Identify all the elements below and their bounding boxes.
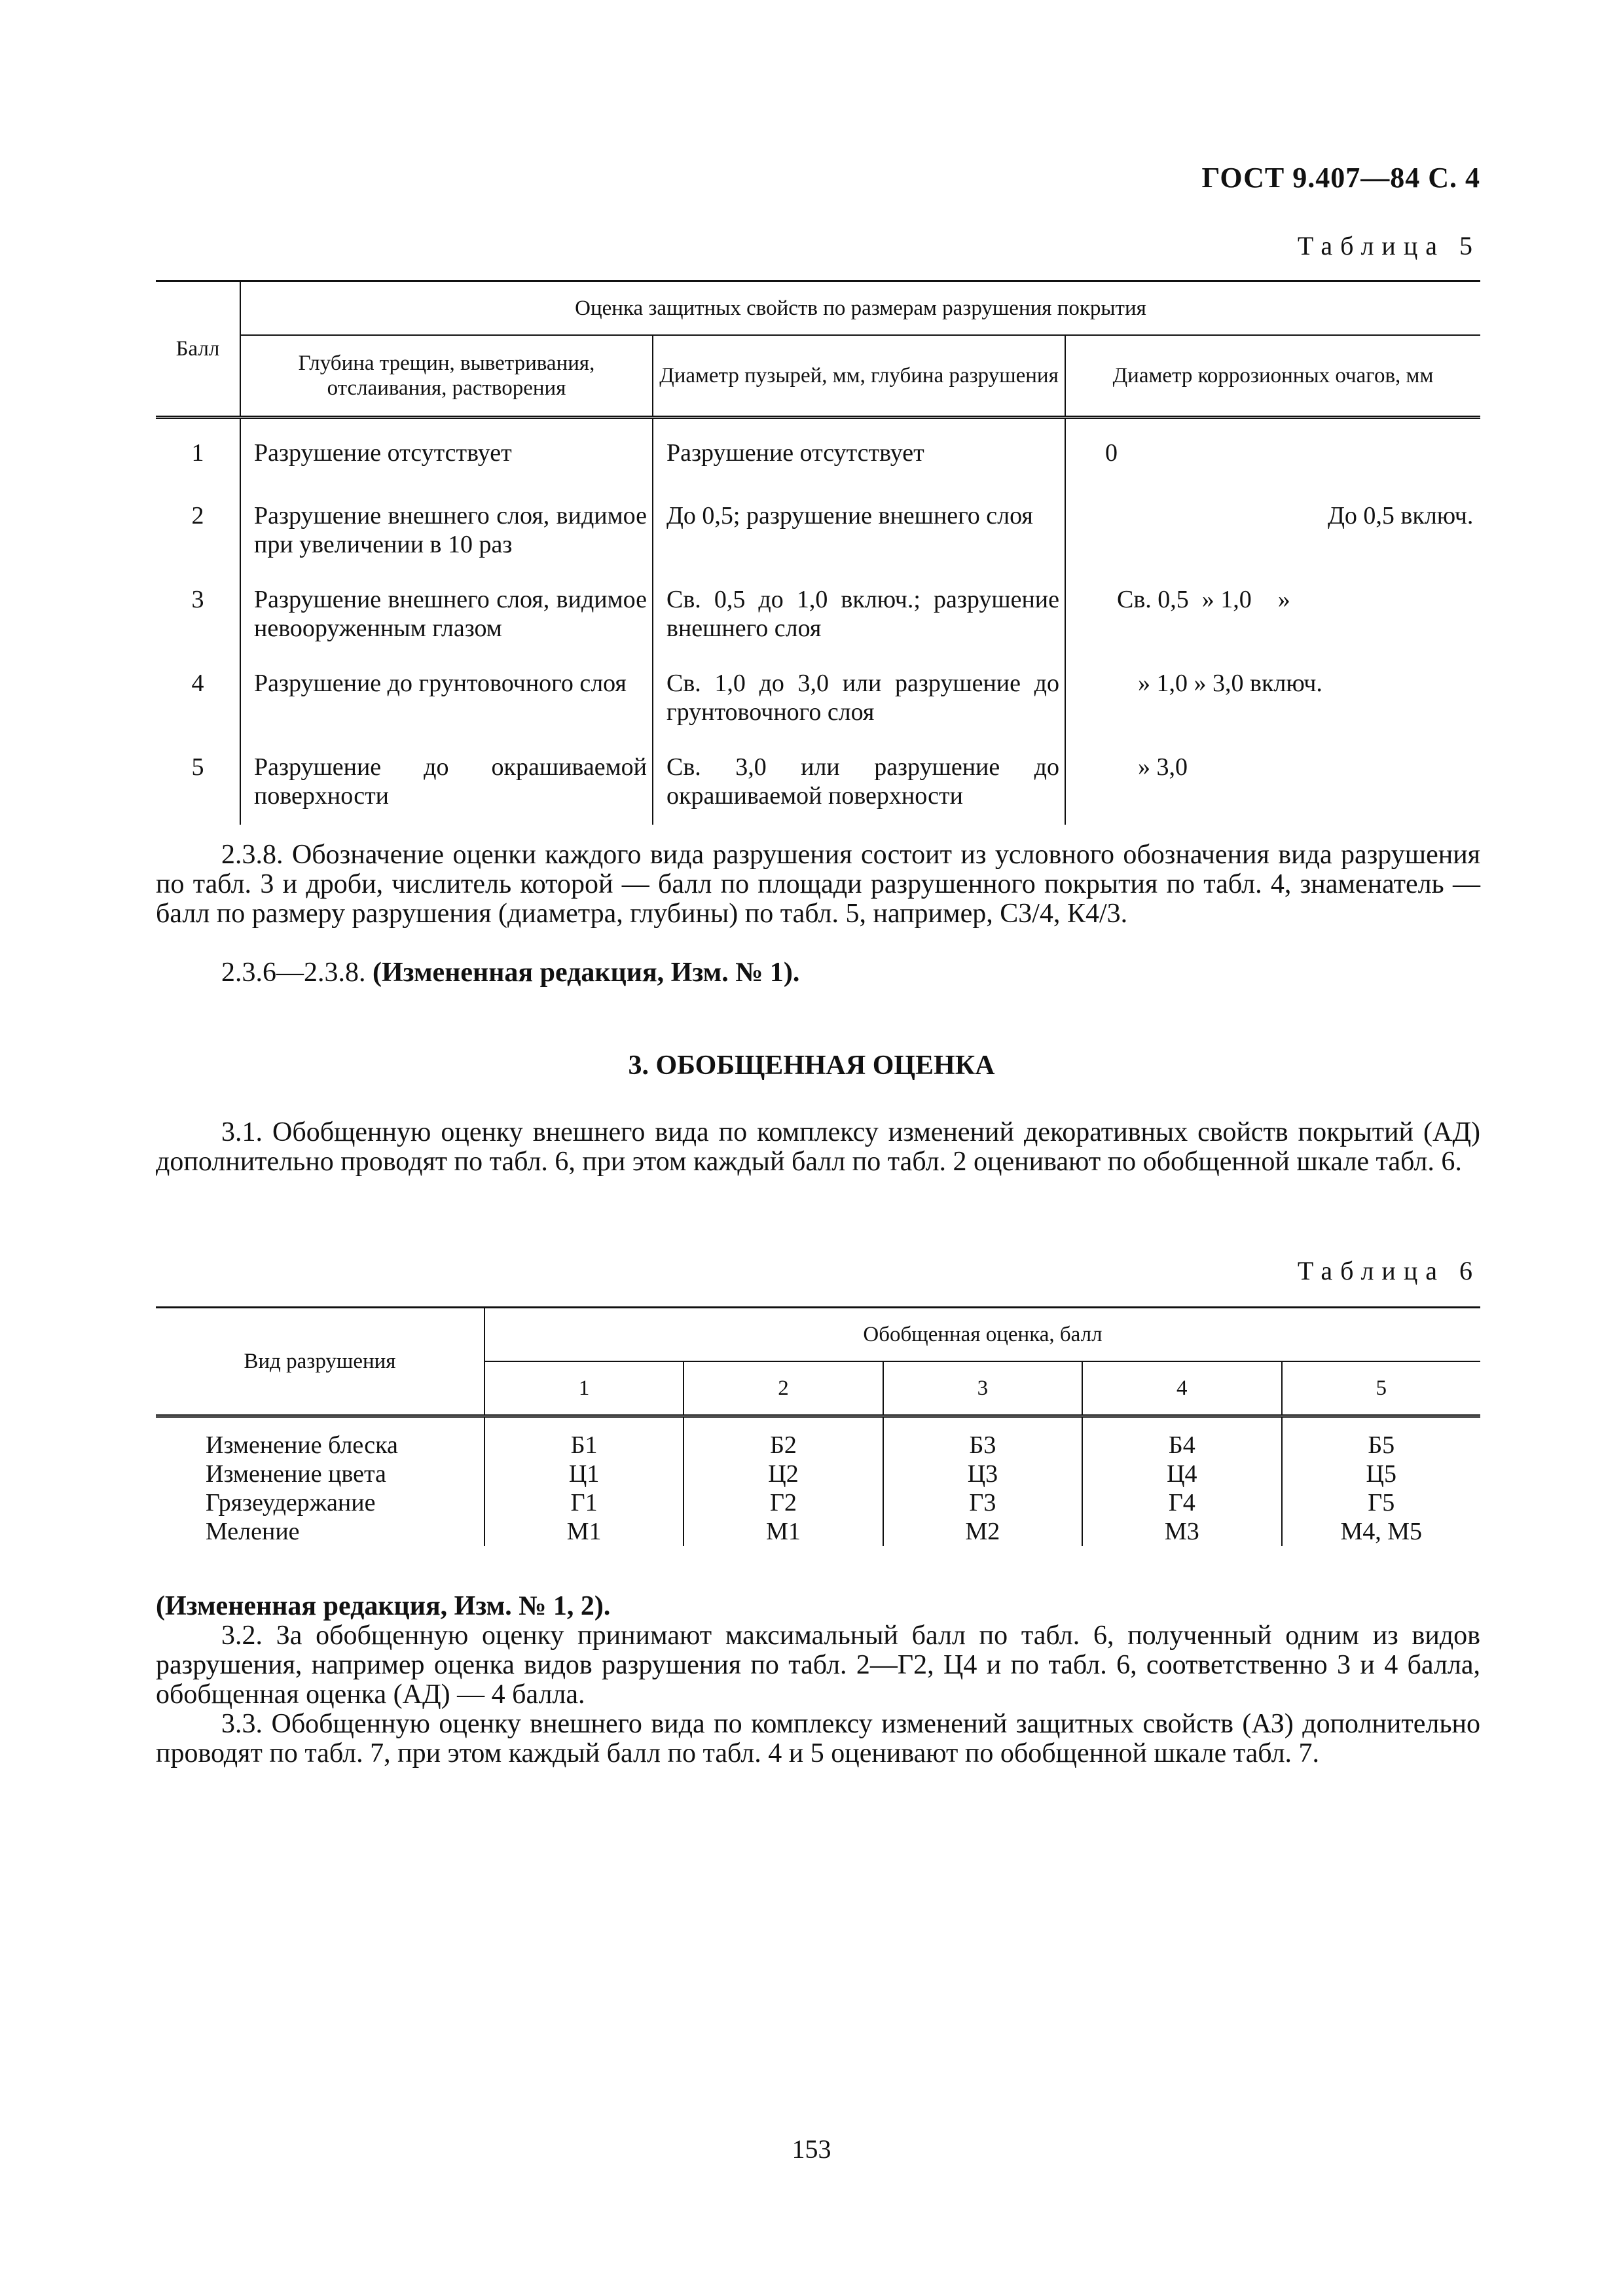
table6-grade: Ц4 bbox=[1167, 1460, 1197, 1488]
table6-grade: Б5 bbox=[1368, 1431, 1395, 1459]
table5-cell-col1: Разрушение до окрашиваемой поверхности bbox=[240, 726, 653, 825]
table6-grade: М3 bbox=[1164, 1518, 1199, 1545]
table5-cell-col2: Св. 1,0 до 3,0 или разрушение до грунтовочного слоя bbox=[653, 643, 1065, 726]
table-row bbox=[156, 643, 1480, 726]
table6-grade: Г4 bbox=[1168, 1489, 1195, 1516]
table5-cell-ball: 4 bbox=[156, 643, 240, 726]
table5-cell-ball: 3 bbox=[156, 559, 240, 643]
table5-col3-value: Св. 0,5 bbox=[1117, 586, 1189, 613]
paragraph-amendment-1 bbox=[156, 958, 1480, 988]
table5-cell-col1: Разрушение отсутствует bbox=[240, 418, 653, 476]
table6-header-num: 5 bbox=[1282, 1361, 1481, 1416]
table6-grade: Ц3 bbox=[967, 1460, 998, 1488]
table5-cell-col3 bbox=[1065, 643, 1480, 726]
table-row bbox=[156, 475, 1480, 559]
table6-kind: Меление bbox=[206, 1518, 300, 1545]
table5-cell-col1: Разрушение внешнего слоя, видимое при увеличении в 10 раз bbox=[240, 475, 653, 559]
table6-grade-col-5 bbox=[1282, 1416, 1481, 1547]
table6-grade: Б1 bbox=[570, 1431, 598, 1459]
table6-grade: Б4 bbox=[1168, 1431, 1195, 1459]
table-row bbox=[156, 559, 1480, 643]
table6-grade: Г3 bbox=[969, 1489, 996, 1516]
table6-grade: Ц1 bbox=[568, 1460, 600, 1488]
table5-col3-value: До 0,5 включ. bbox=[1328, 502, 1474, 529]
table5-col3-value: » 1,0 » 3,0 включ. bbox=[1138, 670, 1322, 697]
table-row bbox=[156, 418, 1480, 476]
table6-grade-col-1 bbox=[484, 1416, 684, 1547]
table5-cell-col2: Св. 0,5 до 1,0 включ.; разрушение внешнего слоя bbox=[653, 559, 1065, 643]
table6 bbox=[156, 1306, 1480, 1546]
table5-header-col2: Диаметр пузырей, мм, глубина разрушения bbox=[653, 335, 1065, 418]
table6-grade: Г2 bbox=[770, 1489, 797, 1516]
table5-cell-col1: Разрушение внешнего слоя, видимое невооруженным глазом bbox=[240, 559, 653, 643]
paragraph-3-3: 3.3. Обобщенную оценку внешнего вида по комплексу изменений защитных свойств (АЗ) дополнительно проводят по табл. 7, при этом каждый балл по табл. 4 и 5 оценивают по обобщенной шкале табл. 7. bbox=[156, 1709, 1480, 1768]
table6-header-group: Обобщенная оценка, балл bbox=[484, 1308, 1480, 1362]
table5 bbox=[156, 280, 1480, 825]
table5-col3-value: » bbox=[1277, 586, 1290, 613]
table6-kind: Изменение блеска bbox=[206, 1431, 398, 1459]
table6-grade: Б3 bbox=[969, 1431, 996, 1459]
table5-cell-col2: До 0,5; разрушение внешнего слоя bbox=[653, 475, 1065, 559]
paragraph-3-2: 3.2. За обобщенную оценку принимают максимальный балл по табл. 6, полученный одним из видов разрушения, например оценка видов разрушения по табл. 2—Г2, Ц4 и по табл. 6, соответственно 3 и 4 балла, обобщенная оценка (АД) — 4 балла. bbox=[156, 1621, 1480, 1710]
table6-grade: Ц5 bbox=[1366, 1460, 1396, 1488]
table5-header-group: Оценка защитных свойств по размерам разрушения покрытия bbox=[240, 281, 1480, 336]
table6-header-num: 4 bbox=[1082, 1361, 1281, 1416]
table6-header-num: 3 bbox=[883, 1361, 1082, 1416]
section-title: 3. ОБОБЩЕННАЯ ОЦЕНКА bbox=[628, 1050, 995, 1081]
table6-grade-col-4 bbox=[1082, 1416, 1281, 1547]
table6-header-num: 1 bbox=[484, 1361, 684, 1416]
table5-cell-col3 bbox=[1065, 475, 1480, 559]
table6-grade: М1 bbox=[566, 1518, 602, 1545]
document-header: ГОСТ 9.407—84 С. 4 bbox=[1201, 162, 1480, 194]
table5-header-col1: Глубина трещин, выветривания, отслаивания, растворения bbox=[240, 335, 653, 418]
table5-cell-ball: 5 bbox=[156, 726, 240, 825]
amendment-note: (Измененная редакция, Изм. № 1). bbox=[373, 958, 800, 988]
table5-cell-ball: 1 bbox=[156, 418, 240, 476]
table5-header-col3: Диаметр коррозионных очагов, мм bbox=[1065, 335, 1480, 418]
table6-header-kind: Вид разрушения bbox=[156, 1308, 484, 1416]
table6-header-num: 2 bbox=[684, 1361, 883, 1416]
table5-header-ball: Балл bbox=[156, 281, 240, 418]
table6-grade-col-2 bbox=[684, 1416, 883, 1547]
table5-cell-col3 bbox=[1065, 559, 1480, 643]
page-number: 153 bbox=[792, 2134, 831, 2164]
table5-cell-col3 bbox=[1065, 418, 1480, 476]
table5-cell-col2: Св. 3,0 или разрушение до окрашиваемой поверхности bbox=[653, 726, 1065, 825]
table5-cell-col1: Разрушение до грунтовочного слоя bbox=[240, 643, 653, 726]
table6-grade: Г1 bbox=[570, 1489, 598, 1516]
table5-cell-col2: Разрушение отсутствует bbox=[653, 418, 1065, 476]
table6-grade: Ц2 bbox=[768, 1460, 799, 1488]
table5-col3-value: » 1,0 bbox=[1201, 586, 1252, 613]
amendment-ref: 2.3.6—2.3.8. bbox=[221, 958, 366, 988]
table6-grade-col-3 bbox=[883, 1416, 1082, 1547]
table5-cell-col3 bbox=[1065, 726, 1480, 825]
paragraph-3-1: 3.1. Обобщенную оценку внешнего вида по комплексу изменений декоративных свойств покрытий (АД) дополнительно проводят по табл. 6, при этом каждый балл по табл. 2 оценивают по обобщенной шкале табл. 6. bbox=[156, 1117, 1480, 1177]
table6-grade: Г5 bbox=[1368, 1489, 1395, 1516]
table-row bbox=[156, 1416, 1480, 1547]
table5-cell-ball: 2 bbox=[156, 475, 240, 559]
table6-kind: Изменение цвета bbox=[206, 1460, 386, 1488]
table6-grade: М1 bbox=[766, 1518, 801, 1545]
paragraph-2-3-8: 2.3.8. Обозначение оценки каждого вида разрушения состоит из условного обозначения вида разрушения по табл. 3 и дроби, числитель которой — балл по площади разрушенного покрытия по табл. 4, знаменатель — балл по размеру разрушения (диаметра, глубины) по табл. 5, например, С3/4, К4/3. bbox=[156, 840, 1480, 929]
paragraph-amendment-2: (Измененная редакция, Изм. № 1, 2). bbox=[156, 1591, 611, 1621]
table-row bbox=[156, 726, 1480, 825]
table6-grade: М2 bbox=[965, 1518, 1000, 1545]
table6-kind: Грязеудержание bbox=[206, 1489, 376, 1516]
table5-label: Таблица 5 bbox=[1297, 231, 1480, 260]
table6-grade: Б2 bbox=[770, 1431, 797, 1459]
table6-grade: М4, М5 bbox=[1340, 1518, 1423, 1545]
table5-col3-value: 0 bbox=[1105, 439, 1118, 467]
table6-kinds bbox=[156, 1416, 484, 1547]
table6-label: Таблица 6 bbox=[1297, 1256, 1480, 1285]
table5-col3-value: » 3,0 bbox=[1138, 753, 1188, 781]
